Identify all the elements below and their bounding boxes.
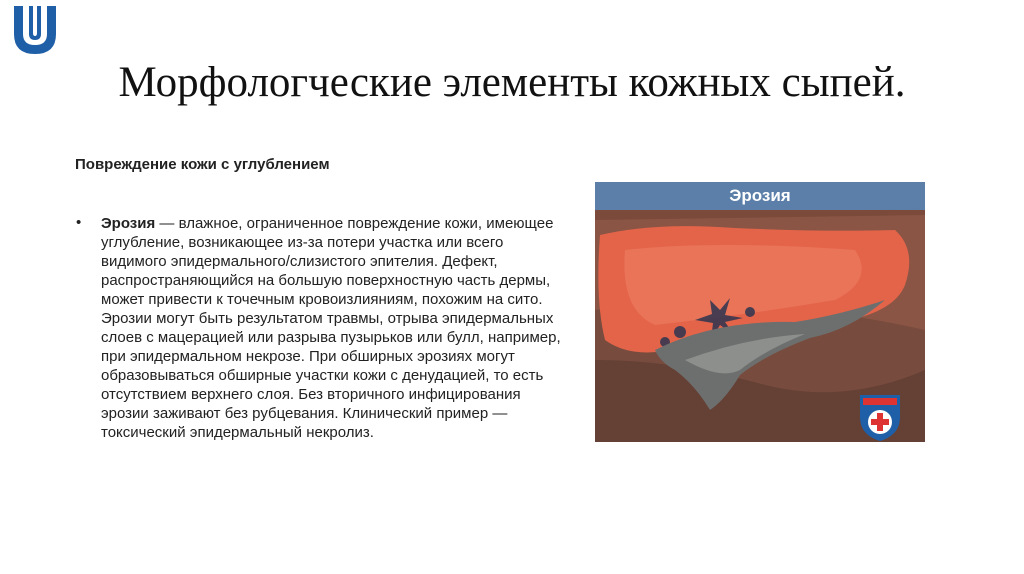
erosion-description: [101, 214, 571, 442]
description-text: — влажное, ограниченное повреждение кожи, имеющее углубление, возникающее из-за потери участка или всего видимого эпидермального/слизистого эпителия. Дефект, распространяющийся на большую поверхностную часть дермы, может привести к точечным кровоизлияниям, похожим на сито. Эрозии могут быть результатом травмы, отрыва эпидермальных слоев с мацерацией или разрыва пузырьков или булл, например, при эпидермальном некрозе. При обширных эрозиях могут образовываться обширные участки кожи с денудацией, то есть отсутствием верхнего слоя. Без вторичного инфицирования эрозии заживают без рубцевания. Клинический пример — токсический эпидермальный некролиз.: [101, 215, 561, 441]
erosion-illustration: [595, 210, 925, 442]
page-title: Морфологческие элементы кожных сыпей.: [118, 59, 906, 106]
term-erosion: Эрозия: [101, 215, 156, 232]
bullet-marker: •: [76, 214, 82, 231]
erosion-photo: [595, 182, 925, 442]
section-subtitle: Повреждение кожи с углублением: [75, 156, 330, 173]
university-logo: [10, 4, 60, 56]
photo-caption: Эрозия: [595, 182, 925, 210]
